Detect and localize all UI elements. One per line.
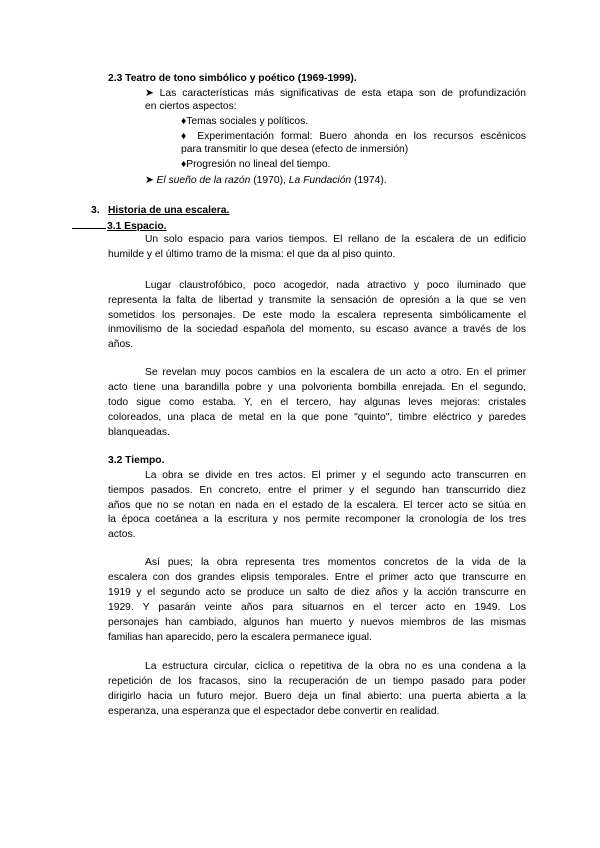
paragraph-line: La obra se divide en tres actos. El primer y el segundo acto transcurren en bbox=[145, 470, 526, 481]
work-year-sueno: (1970), bbox=[250, 175, 289, 186]
work-title-fundacion: La Fundación bbox=[288, 175, 352, 186]
paragraph-line: coloreados, una placa de metal en la que pone "quinto", timbre eléctrico y paredes bbox=[108, 412, 526, 423]
paragraph-line: repetición de los fracasos, sino la recuperación de un tiempo pasado para poder bbox=[108, 676, 526, 687]
paragraph-line: escalera con dos grandes elipsis temporales. Entre el primer acto que transcurre en bbox=[108, 572, 526, 583]
paragraph-line: Un solo espacio para varios tiempos. El rellano de la escalera de un edificio bbox=[145, 234, 526, 245]
work-year-fundacion: (1974). bbox=[351, 175, 387, 186]
paragraph-line: la época coetánea a la escritura y nos permite recomponer la cronología de los tres bbox=[108, 514, 526, 525]
paragraph-line: 1919 y el segundo acto se produce un salto de diez años y la acción transcurre en bbox=[108, 587, 526, 598]
paragraph-line: actos. bbox=[108, 529, 136, 540]
list-item-temas: ♦Temas sociales y políticos. bbox=[181, 116, 309, 127]
paragraph-line: esperanza, una esperanza que el espectador debe convertir en realidad. bbox=[108, 706, 440, 717]
works-line bbox=[145, 174, 387, 187]
paragraph-line: Lugar claustrofóbico, poco acogedor, nada atractivo y poco iluminado que bbox=[145, 280, 526, 291]
paragraph-line: La estructura circular, cíclica o repetitiva de la obra no es una condena a la bbox=[145, 661, 526, 672]
tiempo-heading: 3.2 Tiempo. bbox=[108, 455, 165, 466]
paragraph-line: Se revelan muy pocos cambios en la escalera de un acto a otro. En el primer bbox=[145, 367, 526, 378]
paragraph-line: personajes han cambiado, algunos han muerto y nuevos miembros de las mismas bbox=[108, 617, 526, 628]
paragraph-line: todo sigue como estaba. Y, en el tercero, hay algunas leves mejoras: cristales bbox=[108, 397, 526, 408]
paragraph-line: sometidos los personajes. De este modo la escalera representa simbólicamente el bbox=[108, 310, 526, 321]
paragraph-line: tiempos pasados. En concreto, entre el primer y el segundo han transcurrido diez bbox=[108, 485, 526, 496]
paragraph-line: familias han aparecido, pero la escalera permanece igual. bbox=[108, 632, 372, 643]
paragraph-line: inmovilismo de la sociedad española del momento, su escaso avance a través de los bbox=[108, 324, 526, 335]
paragraph-line: 1929. Y pasarán veinte años para situarnos en el tercer acto en 1949. Los bbox=[108, 602, 526, 613]
section-3-number: 3. bbox=[91, 205, 100, 216]
list-item-experimentacion-line-1: ♦ Experimentación formal: Buero ahonda en los recursos escénicos bbox=[181, 131, 526, 142]
list-item-progresion: ♦Progresión no lineal del tiempo. bbox=[181, 159, 331, 170]
arrow-bullet: ➤ bbox=[145, 175, 157, 186]
espacio-heading-line bbox=[72, 219, 167, 233]
section-2-3-heading: 2.3 Teatro de tono simbólico y poético (1969-1999). bbox=[108, 73, 357, 84]
section-3-title: Historia de una escalera. bbox=[108, 205, 230, 216]
paragraph-line: humilde y el último tramo de la misma: el que da al piso quinto. bbox=[108, 249, 396, 260]
paragraph-line: dirigirlo hacia un futuro mejor. Buero deja un final abierto: una puerta abierta a la bbox=[108, 691, 526, 702]
paragraph-line: años. bbox=[108, 339, 134, 350]
underline-rule bbox=[72, 219, 106, 229]
paragraph-line: Así pues; la obra representa tres momentos concretos de la vida de la bbox=[145, 557, 526, 568]
bullet-intro-line-2: en ciertos aspectos: bbox=[145, 101, 237, 112]
paragraph-line: blanqueadas. bbox=[108, 427, 170, 438]
paragraph-line: acto tiene una barandilla pobre y una polvorienta bombilla enrejada. En el segundo, bbox=[108, 382, 526, 393]
paragraph-line: años que no se notan en nada en el estado de la escalera. El tercer acto se sitúa en bbox=[108, 500, 526, 511]
paragraph-line: representa la falta de libertad y transmite la sensación de opresión a la que se ven bbox=[108, 295, 526, 306]
espacio-heading: 3.1 Espacio. bbox=[107, 221, 167, 232]
list-item-experimentacion-line-2: para transmitir lo que desea (efecto de inmersión) bbox=[181, 144, 409, 155]
bullet-intro-line-1: ➤ Las características más significativas de esta etapa son de profundización bbox=[145, 88, 526, 99]
work-title-sueno: El sueño de la razón bbox=[156, 175, 251, 186]
